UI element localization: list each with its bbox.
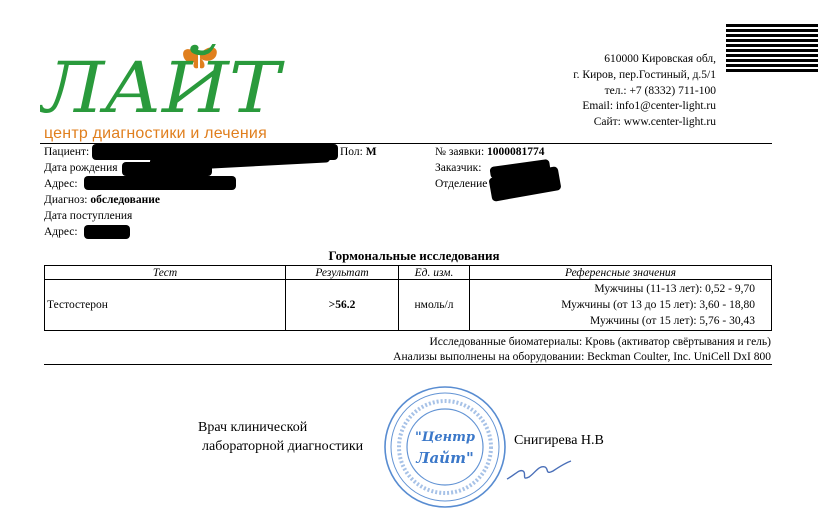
birth-label: Дата рождения [44,162,118,174]
stamp-text-top: "Центр [415,430,475,445]
barcode [726,24,818,76]
diagnosis-label: Диагноз: [44,194,88,206]
department-label: Отделение [435,178,488,190]
doctor-title [198,418,363,456]
sex-label: Пол: [340,146,363,158]
doctor-title-line2: лабораторной диагностики [202,439,364,454]
order-number-value: 1000081774 [487,146,545,158]
doctor-name: Снигирева Н.В [514,433,604,448]
redacted-address2 [84,225,130,239]
cell-result: >56.2 [286,280,399,331]
cell-unit: нмоль/л [399,280,470,331]
equipment-label: Анализы выполнены на оборудовании: [393,351,585,363]
customer-label: Заказчик: [435,162,482,174]
contact-address-line1: 610000 Кировская обл, [604,53,716,65]
address2-label: Адрес: [44,226,78,238]
biomaterial-note [430,336,772,348]
doctor-title-line1: Врач клинической [198,420,308,435]
clinic-logo [40,40,290,120]
order-number-field [435,146,545,158]
contact-phone: тел.: +7 (8332) 711-100 [604,84,716,97]
biomaterial-value: Кровь (активатор свёртывания и гель) [585,336,771,348]
logo-wordmark: ЛАЙТ [40,47,260,120]
footer-divider [44,364,772,365]
table-row [45,280,772,331]
col-header-test: Тест [45,266,286,280]
equipment-note [393,351,771,363]
order-number-label: № заявки: [435,146,485,158]
redacted-address [84,176,236,190]
biomaterial-label: Исследованные биоматериалы: [429,336,583,348]
contact-address-line2: г. Киров, пер.Гостиный, д.5/1 [573,68,716,81]
doctor-signature [505,455,575,483]
reference-line: Мужчины (от 13 до 15 лет): 3,60 - 18,80 [561,299,755,311]
contact-website: Сайт: www.center-light.ru [593,116,716,129]
cell-reference [470,280,772,331]
diagnosis-field [44,194,160,206]
redacted-birthdate [122,162,212,176]
contact-email: Email: info1@center-light.ru [582,100,716,113]
reference-line: Мужчины (от 15 лет): 5,76 - 30,43 [590,315,755,327]
results-table [44,265,772,331]
col-header-result: Результат [286,266,399,280]
section-title: Гормональные исследования [328,248,500,263]
clinic-stamp [383,385,507,509]
stamp-text-bottom: Лайт" [416,449,474,467]
sex-field [340,146,377,158]
clinic-contacts [573,52,716,131]
reference-line: Мужчины (11-13 лет): 0,52 - 9,70 [594,283,755,295]
sex-value: М [365,146,377,158]
col-header-reference: Референсные значения [470,266,772,280]
equipment-value: Beckman Coulter, Inc. UniCell DxI 800 [587,351,771,363]
address-label: Адрес: [44,178,78,190]
col-header-unit: Ед. изм. [399,266,470,280]
received-date-label: Дата поступления [44,210,133,222]
patient-label: Пациент: [44,146,90,158]
diagnosis-value: обследование [90,194,160,206]
logo-tagline: центр диагностики и лечения [44,125,267,142]
cell-test: Тестостерон [45,280,286,331]
